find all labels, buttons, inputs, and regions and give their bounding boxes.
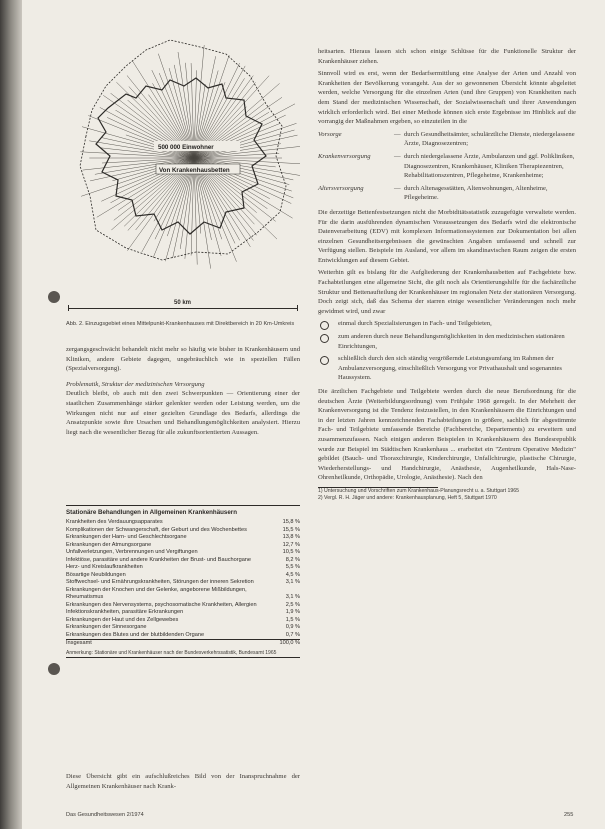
page-number: 255 bbox=[564, 812, 574, 818]
circle-bullet-icon bbox=[320, 321, 329, 330]
table-row bbox=[66, 527, 300, 535]
care-type-description: durch niedergelassene Ärzte, Ambulanzen und ggf. Polikliniken, Diagnosezentren, Krankenhäuser, Kliniken Therapiezentren, Rehabilitationszentren, Pflegeheime, Krankenheime; bbox=[404, 152, 575, 180]
row-label: Erkrankungen der Sinnesorgane bbox=[66, 624, 147, 630]
binding-shadow bbox=[0, 0, 24, 829]
row-label: Erkrankungen der Atmungsorgane bbox=[66, 541, 152, 548]
table-row bbox=[66, 602, 300, 610]
row-value: 10,5 % bbox=[282, 549, 300, 555]
row-label: Erkrankungen der Knochen und der Gelenke, angeborene Mißbildungen, Rheumatismus bbox=[66, 586, 247, 600]
care-type-term: Vorsorge bbox=[318, 130, 342, 138]
table-row bbox=[66, 632, 300, 640]
row-value: 15,5 % bbox=[282, 526, 300, 533]
row-label: Erkrankungen des Nervensystems, psychosomatische Krankheiten, Allergien bbox=[66, 601, 257, 608]
row-value: 4,5 % bbox=[285, 571, 300, 578]
table-row bbox=[66, 624, 300, 632]
row-label: Bösartige Neubildungen bbox=[66, 571, 126, 578]
development-item bbox=[318, 332, 576, 351]
row-label: Infektiöse, parasitäre und andere Krankheiten der Brust- und Bauchorgane bbox=[66, 556, 252, 563]
map-ray bbox=[80, 152, 194, 158]
table-row bbox=[66, 579, 300, 587]
row-value: 5,5 % bbox=[285, 564, 300, 570]
right-column bbox=[318, 47, 576, 502]
scale-tick-left bbox=[68, 305, 69, 311]
row-label: Stoffwechsel- und Ernährungskrankheiten, Störungen der inneren Sekretion bbox=[66, 579, 254, 585]
row-label: Erkrankungen der Harn- und Geschlechtsorgane bbox=[66, 534, 187, 540]
development-text: einmal durch Spezialisierungen in Fach- und Teilgebieten, bbox=[338, 320, 492, 328]
map-ray bbox=[81, 158, 194, 196]
right-paragraph-3: Die derzeitige Bettenfestsetzungen nicht die Morbiditätsstatistik zuzugefügte verwaltete werden. Für die darin ausführenden dynamischen Voraussetzungen des Bedarfs wird die elektronische Datenverarbeitung (EDV) mit komplexen Informationssystemen zur Dokumentation bei allen einzelnen Gesundheitsergebnissen die gewünschten Angaben umfassend und schnell zur Verfügung stellen. Beispiele im Ausland, vor allem im skandinavischen Raum zeigen die ersten Entwicklungen auf diesem Gebiet. bbox=[318, 208, 576, 264]
center-label-bottom: Von Krankenhausbetten bbox=[159, 167, 230, 174]
left-column bbox=[66, 345, 300, 437]
care-type-description: durch Gesundheitsämter, schulärztliche Dienste, niedergelassene Ärzte, Diagnosezentren; bbox=[404, 130, 575, 148]
right-paragraph-2: Sinnvoll wird es erst, wenn der Bedarfsermittlung eine Analyse der Arten und Anzahl von Krankheiten der Bevölkerung vorangeht. Aus der so gewonnenen Übersicht könnte abgeleitet werden, welche Versorgung für die einzelnen Arten (und ihre Gruppen) von Krankheiten nach dem Stand der medizinischen Wissenschaft, der Sozialwissenschaft und ihrer Anwendungen wirklich erforderlich wird. Bei einer Methode können sich erste Ergebnisse im Hinblick auf die vorrangig der Maßnahmen ergeben, so einzuteilen in die bbox=[318, 70, 576, 126]
table-row bbox=[66, 572, 300, 580]
development-item bbox=[318, 354, 576, 383]
footer-journal: Das Gesundheitswesen 2/1974 bbox=[66, 812, 144, 818]
footnotes bbox=[318, 488, 576, 502]
table-row bbox=[66, 542, 300, 550]
care-type-description: durch Altenagesstätten, Altenwohnungen, Altenheime, Pflegeheime. bbox=[404, 184, 548, 202]
map-ray bbox=[194, 158, 292, 191]
right-paragraph-1: heitsarten. Hieraus lassen sich schon einige Schlüsse für die Funktionelle Struktur der Krankenhäuser ziehen. bbox=[318, 48, 576, 65]
table-row bbox=[66, 609, 300, 617]
row-value: 0,7 % bbox=[285, 631, 300, 638]
footnote: 1) Untersuchung und Vorschriften zum Krankenhaus-Planungsrecht u. a. Stuttgart 1965 bbox=[318, 487, 519, 494]
center-label-top: 500 000 Einwohner bbox=[158, 144, 214, 151]
figure bbox=[66, 16, 300, 316]
left-paragraph-1: zergangsgeschwächt behandelt nicht mehr so häufig wie bisher in Krankenhäusern und Kliniken, andere Gebiete dagegen, ungebräuchlich wie in speziellen Fällen (Spezialversorgung). bbox=[66, 346, 300, 373]
left-paragraph-2: Deutlich bleibt, ob auch mit den zwei Schwerpunkten — Orientierung einer der staatlichen Zusammenhänge stärker gelenkter werden oder Leistung werden, um die Wirkungen nicht nur auf einer gezielten Grundlage des Bedarfs, allerdings die Ansatzpunkte sowie ihre Ursachen und Behandlungsmöglichkeiten analysiert. Hierzu liegt nach die wesentlicher Bezug für alle zukunftsorientierten Aussagen. bbox=[66, 390, 300, 436]
dash: — bbox=[394, 152, 401, 160]
map-ray bbox=[194, 123, 281, 158]
development-text: zum anderen durch neue Behandlungsmöglichkeiten in den medizinischen stationären Einrichtungen, bbox=[338, 333, 565, 350]
table-row bbox=[66, 549, 300, 557]
table-row bbox=[66, 564, 300, 572]
map-rays bbox=[80, 45, 300, 269]
row-value: 2,5 % bbox=[285, 601, 300, 608]
dash: — bbox=[394, 130, 401, 138]
table-caption: Stationäre Behandlungen in Allgemeinen Krankenhäusern bbox=[66, 505, 300, 519]
dash: — bbox=[394, 184, 401, 192]
left-bottom-text bbox=[66, 772, 300, 791]
table-source: Anmerkung: Stationäre und Krankenhäuser nach der Bundesverkehrssatistik, Bundesamt 1965 bbox=[66, 649, 277, 656]
total-label: Insgesamt bbox=[66, 640, 270, 648]
table-row bbox=[66, 617, 300, 625]
row-value: 12,7 % bbox=[282, 541, 300, 548]
row-label: Krankheiten des Verdauungsapparates bbox=[66, 519, 163, 525]
circle-bullet-icon bbox=[320, 334, 329, 343]
table-total-row bbox=[66, 640, 300, 648]
row-label: Erkrankungen des Blutes und der blutbildenden Organe bbox=[66, 631, 205, 638]
total-value: 100,0 % bbox=[270, 640, 300, 648]
row-value: 8,2 % bbox=[285, 556, 300, 563]
development-list bbox=[318, 319, 576, 383]
row-value: 3,1 % bbox=[285, 594, 300, 600]
care-type-item bbox=[318, 152, 576, 181]
row-label: Infektionskrankheiten, parasitäre Erkrankungen bbox=[66, 609, 184, 615]
row-value: 1,9 % bbox=[285, 609, 300, 615]
row-value: 0,9 % bbox=[285, 624, 300, 630]
circle-bullet-icon bbox=[320, 356, 329, 365]
footnote: 2) Vergl. R. H. Jäger und andere: Krankenhausplanung, Heft 5, Stuttgart 1970 bbox=[318, 494, 497, 501]
section-heading: Problematik, Struktur der medizinischen Versorgung bbox=[66, 380, 205, 388]
catchment-map bbox=[66, 16, 300, 296]
row-value: 15,8 % bbox=[282, 519, 300, 525]
table-row bbox=[66, 534, 300, 542]
table-row bbox=[66, 519, 300, 527]
care-type-item bbox=[318, 184, 576, 203]
scale-label: 50 km bbox=[174, 300, 192, 306]
row-label: Herz- und Kreislaufkrankheiten bbox=[66, 564, 143, 570]
care-type-term: Krankenversorgung bbox=[318, 152, 371, 160]
care-type-list bbox=[318, 130, 576, 203]
scale-bar bbox=[68, 308, 298, 309]
statistics-table-block bbox=[66, 505, 300, 658]
right-paragraph-4: Weiterhin gilt es bislang für die Aufgliederung der Krankenhausbetten auf Fachgebiete bzw. Fachabteilungen eine allgemeine Sicht, die gilt noch als Orientierungshilfe für die fachärztliche Struktur und Bettenaufteilung der Krankenhäuser im regionalen Netz der stationären Versorgung. Doch zeigt sich, daß das Schema der starren einige wesentlicher Veränderungen noch mehr gewidmet wird, und zwar bbox=[318, 269, 576, 315]
table-row bbox=[66, 587, 300, 602]
statistics-table bbox=[66, 505, 300, 648]
care-type-item bbox=[318, 130, 576, 149]
figure-caption: Abb. 2. Einzugsgebiet eines Mittelpunkt-Krankenhauses mit Direktbereich in 20 Km-Umkreis bbox=[66, 321, 295, 327]
row-value: 3,1 % bbox=[285, 579, 300, 585]
map-ray bbox=[102, 158, 194, 163]
punch-hole-top bbox=[48, 291, 60, 303]
table-row bbox=[66, 557, 300, 565]
right-paragraph-5: Die ärztlichen Fachgebiete und Teilgebiete werden durch die neue Berufsordnung für die deutschen Ärzte (Weiterbildungsordnung) vom Frühjahr 1968 geregelt. In der Mehrheit der Krankenversorgung ist die Tendenz festzustellen, in den Krankenhäusern die Einrichtungen und in der letzten Jahren kennzeichnenden Fachabteilungen in größere, sachlich für abgestimmte Fach- und Teilgebiete umfassende Bereiche (Fachbereiche, Departements) zu erweitern und zusammenzufassen. Nach einigen anderen Beispielen in Krankenhäusern des Bundesrepublik wurde zur Beispiel im Städtischen Krankenhaus ... erarbeitet ein "Zentrum Operative Medizin" gebildet (Bauch- und Thoraxchirurgie, Kinderchirurgie, Unfallchirurgie, plastische Chirurgie, Wiederherstellungs- und Handchirurgie, Anästhesie, Augenheilkunde, Hals-Nase-Ohrenheilkunde, Orthopädie, Urologie, Anästhesie). Nach den bbox=[318, 388, 576, 482]
development-text: schließlich durch den sich ständig vergrößernde Leistungsumfang im Rahmen der Ambulanzversorgung, einschließlich Versorgung vor Privathaushalt und sogenanntes Haussystem. bbox=[338, 355, 562, 382]
scale-tick-right bbox=[297, 305, 298, 311]
care-type-term: Altersversorgung bbox=[318, 184, 364, 192]
row-label: Unfallverletzungen, Verbrennungen und Vergiftungen bbox=[66, 549, 198, 555]
row-label: Komplikationen der Schwangerschaft, der Geburt und des Wochenbettes bbox=[66, 526, 247, 533]
punch-hole-bottom bbox=[48, 663, 60, 675]
row-value: 13,8 % bbox=[282, 534, 300, 540]
row-label: Erkrankungen der Haut und des Zellgewebes bbox=[66, 616, 179, 623]
row-value: 1,5 % bbox=[285, 616, 300, 623]
left-bottom-paragraph: Diese Übersicht gibt ein aufschlußreiches Bild von der Inanspruchnahme der Allgemeinen Krankenhäuser nach Krank- bbox=[66, 773, 300, 790]
development-item bbox=[318, 319, 576, 329]
